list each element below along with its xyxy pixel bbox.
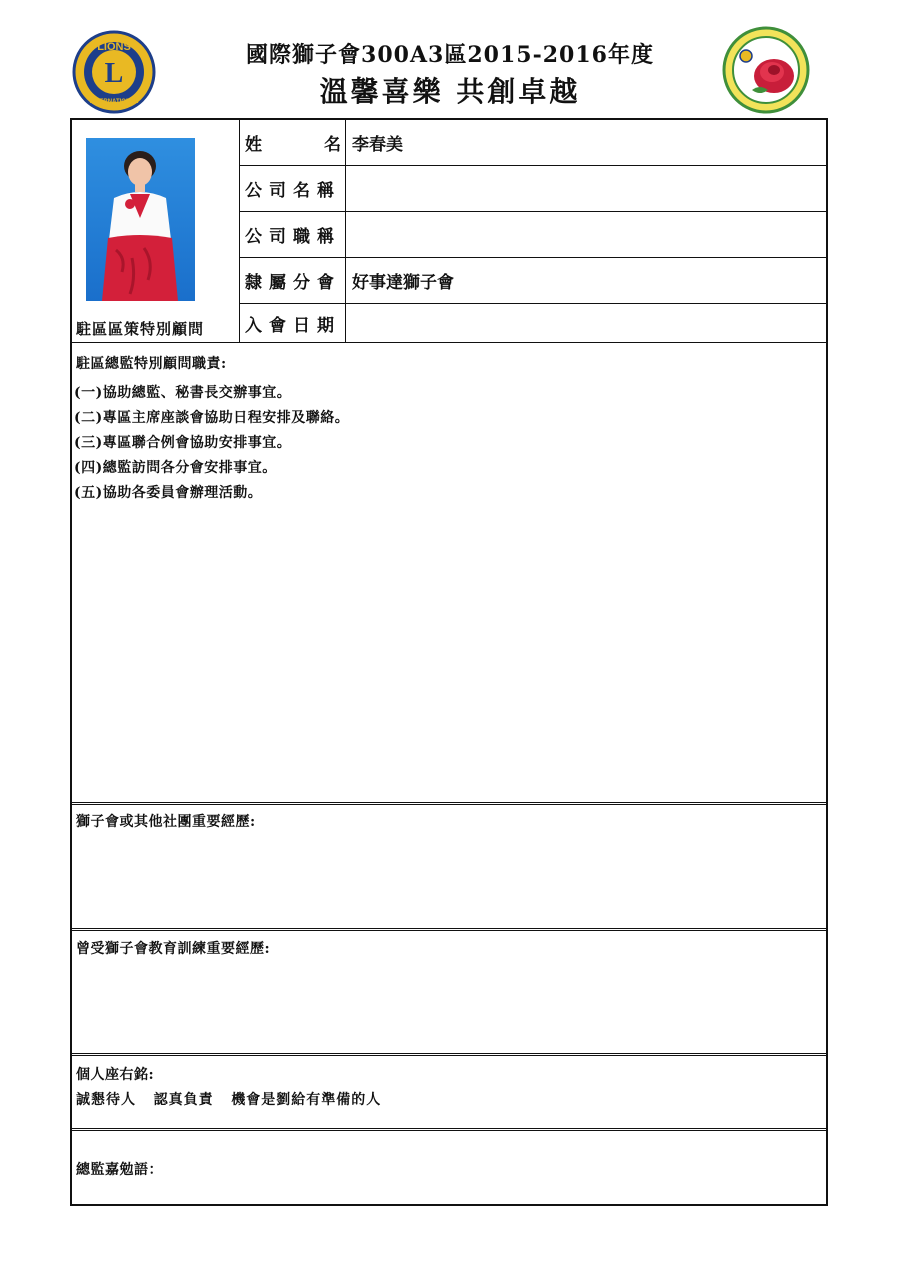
member-role-caption: 駐區區策特別顧問 [76,320,205,338]
club-label: 隸屬分會 [240,258,346,303]
name-label [240,120,346,165]
svg-text:LIONS: LIONS [97,41,131,53]
training-section [72,928,826,1053]
join-date-row [240,304,826,342]
district-rose-logo [722,26,810,114]
position-row [240,212,826,258]
motto-section [72,1053,826,1128]
experience-section [72,802,826,928]
duty-item: (四)總監訪問各分會安排事宜。 [74,460,277,476]
training-heading: 曾受獅子會教育訓練重要經歷: [76,941,271,957]
duty-item: (一)協助總監、秘書長交辦事宜。 [74,385,292,401]
document-slogan: 溫馨喜樂 共創卓越 [319,75,581,108]
duties-heading: 駐區總監特別顧問職責: [76,356,227,372]
svg-text:L: L [104,58,124,89]
name-value: 李春美 [352,135,403,155]
duty-item: (二)專區主席座談會協助日程安排及聯絡。 [74,410,350,426]
name-label-given: 名 [324,135,341,155]
photo-cell [72,120,240,342]
duty-item: (三)專區聯合例會協助安排事宜。 [74,435,292,451]
motto-text: 誠懇待人 認真負責 機會是劉給有準備的人 [76,1092,382,1108]
club-value: 好事達獅子會 [352,273,454,293]
motto-heading: 個人座右銘: [76,1067,155,1083]
name-row [240,120,826,166]
profile-form [70,118,828,1206]
svg-text:INTERNATIONAL: INTERNATIONAL [89,99,139,105]
name-label-surname: 姓 [245,135,262,155]
governor-remarks-section [72,1128,826,1204]
document-title: 國際獅子會300A3區2015-2016年度 [246,42,654,68]
club-row [240,258,826,304]
company-label: 公司名稱 [240,166,346,211]
position-label: 公司職稱 [240,212,346,257]
duties-section [72,342,826,802]
company-row [240,166,826,212]
duty-item: (五)協助各委員會辦理活動。 [74,485,263,501]
join-date-label: 入會日期 [240,304,346,342]
governor-remarks-heading: 總監嘉勉語： [76,1162,163,1178]
experience-heading: 獅子會或其他社團重要經歷: [76,814,256,830]
member-portrait-photo [86,138,195,301]
